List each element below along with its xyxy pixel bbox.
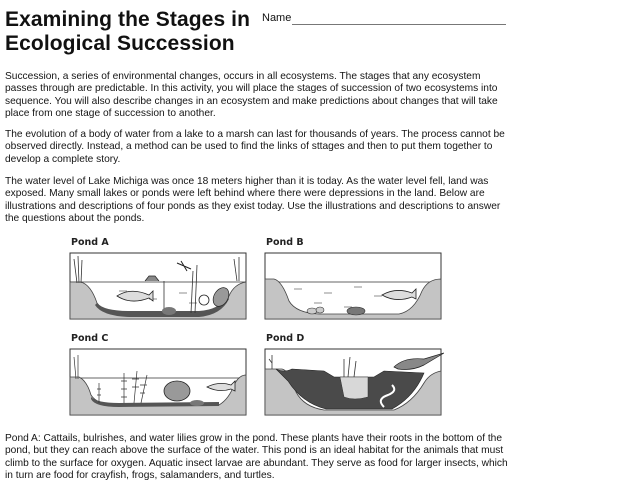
pond-c-illustration (69, 333, 249, 425)
pond-b-illustration (264, 237, 444, 329)
crayfish-icon (190, 400, 204, 406)
snail-icon (199, 295, 209, 305)
intro-paragraph: Succession, a series of environmental changes, occurs in all ecosystems. The stages that any ecosystem passes through are predictable. In this activity, you will place the stages of succession of two ecosystems into sequence. You will also describe changes in an ecosystem and make predictions about changes that will take place from one stage of succession to another. (5, 71, 498, 119)
pond-d-drawing (264, 347, 444, 419)
turtle-icon (164, 381, 190, 401)
pond-a-description: Pond A: Cattails, bulrishes, and water lilies grow in the pond. These plants have their roots in the bottom of the pond, but they can reach above the surface of the water. This pond is an ideal habitat for the animals that must climb to the surface for oxygen. Aquatic insect larvae are abundant. They serve as food for larger insects, which in turn are food for crayfish, frogs, salamanders, and turtles. (5, 433, 508, 481)
pond-a-label: Pond A (71, 237, 109, 248)
name-blank-line[interactable] (292, 13, 506, 25)
pond-b-label: Pond B (266, 237, 304, 248)
rock-icon (307, 308, 317, 314)
lake-michigan-paragraph: The water level of Lake Michiga was once 18 meters higher than it is today. As the water level fell, land was exposed. Many small lakes or ponds were left behind where there were depressions in the land. Below are illustrations and descriptions of four ponds as they exist today. Use the illustrations and descriptions to answer the questions about the ponds. (5, 176, 501, 224)
pond-a-drawing (69, 251, 249, 323)
page-title: Examining the Stages in Ecological Succession (5, 8, 251, 55)
name-label: Name (262, 12, 292, 24)
pond-d-illustration (264, 333, 444, 425)
pond-c-label: Pond C (71, 333, 109, 344)
evolution-paragraph: The evolution of a body of water from a lake to a marsh can last for thousands of years. The process cannot be observed directly. Instead, a method can be used to find the links of sttages and then to put them together to develop a complete story. (5, 129, 505, 165)
pond-c-drawing (69, 347, 249, 419)
pond-a-illustration (69, 237, 249, 329)
pond-b-drawing (264, 251, 444, 323)
name-field[interactable] (262, 12, 506, 25)
pond-d-label: Pond D (266, 333, 305, 344)
